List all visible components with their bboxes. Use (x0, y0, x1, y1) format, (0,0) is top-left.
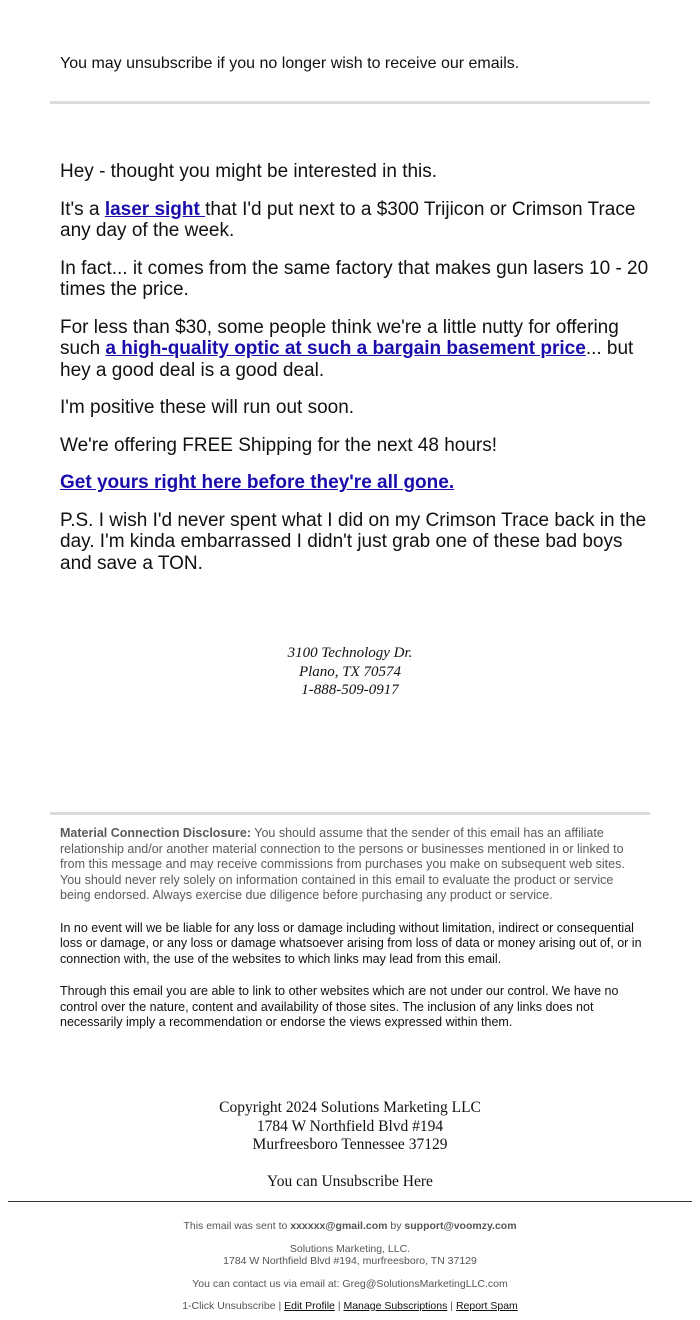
p1-suffix: that I'd put next to a $300 Trijicon or Crimson Trace any day of the week. (60, 198, 636, 241)
bargain-price-link[interactable]: a high-quality optic at such a bargain basement price (105, 338, 586, 359)
paragraph-factory: In fact... it comes from the same factory that makes gun lasers 10 - 20 times the price. (60, 257, 649, 300)
message-body (60, 161, 650, 574)
disclosure-label: Material Connection Disclosure: (60, 826, 252, 840)
one-click-unsubscribe[interactable]: 1-Click Unsubscribe (182, 1300, 276, 1312)
manage-subscriptions-link[interactable]: Manage Subscriptions (343, 1300, 448, 1312)
p1-prefix: It's a (60, 198, 105, 220)
footer-links: 1-Click Unsubscribe | Edit Profile | Manage Subscriptions | Report Spam (182, 1300, 518, 1312)
cta-paragraph (60, 472, 650, 494)
material-disclosure (60, 826, 645, 904)
footer-divider (8, 1201, 692, 1202)
disclosure-section (60, 826, 645, 1031)
laser-sight-link[interactable]: laser sight (104, 198, 206, 220)
copyright-street: 1784 W Northfield Blvd #194 (256, 1117, 444, 1135)
sender-email: support@voomzy.com (404, 1220, 517, 1232)
disclosure-text: You should assume that the sender of this email has an affiliate relationship and/or another material connection to the persons or businesses mentioned in or linked to from this message and may receive commissions from purchases you make on subsequent web sites. You should never rely solely on information contained in this email to evaluate the product or service being endorsed. Always exercise due diligence before purchasing any product or service. (60, 826, 625, 902)
copyright-line: Copyright 2024 Solutions Marketing LLC (219, 1099, 481, 1116)
sender-address (50, 644, 650, 700)
paragraph-laser-sight (60, 199, 650, 242)
paragraph-run-out: I'm positive these will run out soon. (60, 397, 355, 418)
edit-profile-link[interactable]: Edit Profile (284, 1300, 335, 1312)
paragraph-free-shipping: We're offering FREE Shipping for the next 48 hours! (60, 434, 497, 456)
email-footer (50, 1220, 650, 1313)
footer-contact: You can contact us via email at: Greg@SolutionsMarketingLLC.com (192, 1277, 508, 1290)
address-street: 3100 Technology Dr. (287, 645, 413, 661)
copyright-city: Murfreesboro Tennessee 37129 (252, 1136, 448, 1153)
p3-prefix: For less than $30, some people think we're a little nutty for offering such (60, 316, 619, 359)
liability-notice: In no event will we be liable for any loss or damage including without limitation, indirect or consequential loss or damage, or any loss or damage whatsoever arising from loss of data or money arising out of, or in connection with, the use of the websites to which links may lead from this email. (60, 920, 642, 966)
greeting: Hey - thought you might be interested in this. (60, 161, 438, 182)
address-phone: 1-888-509-0917 (301, 682, 399, 698)
postscript: P.S. I wish I'd never spent what I did on my Crimson Trace back in the day. I'm kinda embarrassed I didn't just grab one of these bad boys and save a TON. (60, 509, 647, 574)
p3-suffix: ... but hey a good deal is a good deal. (60, 338, 634, 381)
report-spam-link[interactable]: Report Spam (455, 1300, 518, 1312)
top-divider (50, 101, 650, 104)
get-yours-link[interactable]: Get yours right here before they're all gone. (60, 472, 455, 493)
recipient-email: xxxxxx@gmail.com (290, 1220, 388, 1232)
address-city: Plano, TX 70574 (298, 663, 402, 680)
disclosure-divider (50, 812, 650, 815)
unsubscribe-notice: You may unsubscribe if you no longer wish to receive our emails. (60, 55, 520, 72)
sent-to-line: This email was sent to xxxxxx@gmail.com by support@voomzy.com (183, 1220, 517, 1232)
footer-company-address: 1784 W Northfield Blvd #194, murfreesboro, TN 37129 (223, 1255, 477, 1267)
paragraph-price (60, 317, 650, 382)
copyright-block (50, 1099, 650, 1191)
external-links-notice: Through this email you are able to link to other websites which are not under our control. We have no control over the nature, content and availability of those sites. The inclusion of any links does not necessarily imply a recommendation or endorse the views expressed within them. (60, 984, 619, 1029)
footer-company: Solutions Marketing, LLC. (289, 1242, 411, 1255)
unsubscribe-here-link[interactable]: You can Unsubscribe Here (267, 1172, 433, 1190)
